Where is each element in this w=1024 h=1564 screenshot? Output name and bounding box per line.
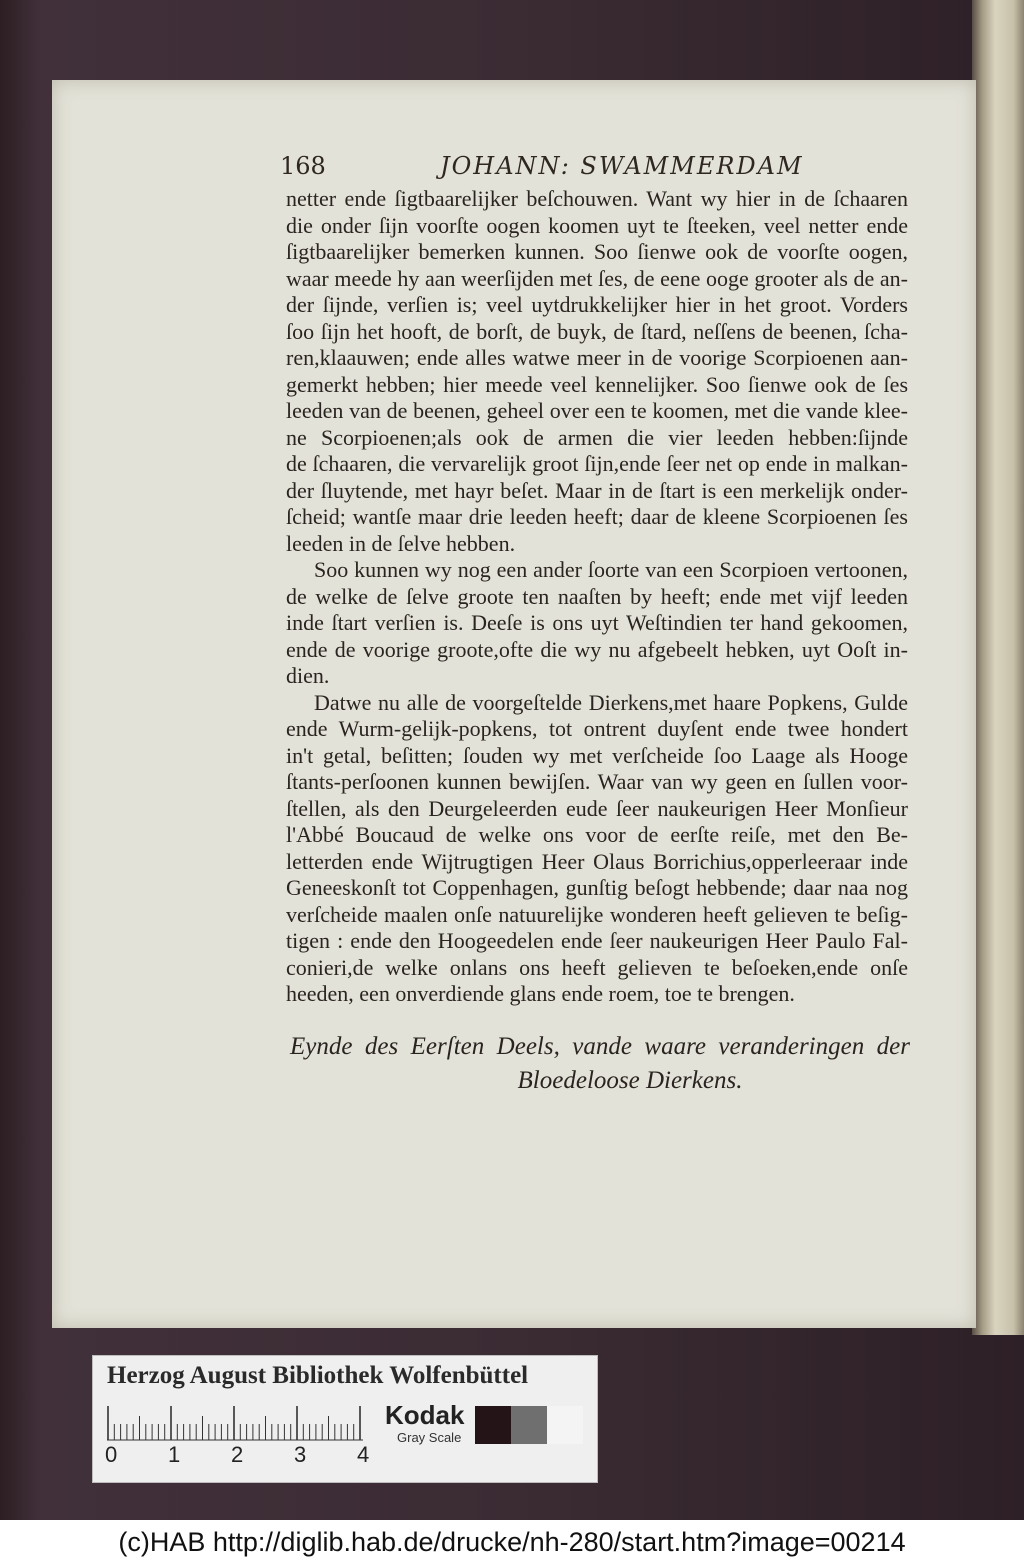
library-color-card: [92, 1355, 598, 1483]
text-line: ſtants-perſoonen kunnen bewijſen. Waar van wy geen en ſullen voor-: [286, 769, 908, 794]
text-line: netter ende ſigtbaarelijker beſchouwen. Want wy hier in de ſchaaren: [286, 186, 908, 211]
text-line: de ſchaaren, die vervarelijk groot ſijn,ende ſeer net op ende in malkan-: [286, 451, 908, 476]
text-line: ende Wurm-gelijk-popkens, tot ontrent duyſent ende twee hondert: [286, 716, 908, 741]
colophon: [290, 1030, 910, 1098]
text-line: ende de voorige groote,ofte die wy nu afgebeelt hebken, uyt Ooſt in-: [286, 636, 908, 662]
body-text: [286, 186, 908, 1008]
text-line: der ſluytende, met hayr beſet. Maar in de ſtart is een merkelijk onder-: [286, 477, 908, 503]
text-line: inde ſtart verſien is. Deeſe is ons uyt Weſtindien ter hand gekoomen,: [286, 610, 908, 635]
ruler-numbers: [105, 1442, 385, 1470]
text-line: ſigtbaarelijker bemerken kunnen. Soo ſienwe ook de voorſte oogen,: [286, 239, 908, 264]
ruler-number: 3: [294, 1442, 307, 1467]
colophon-line: Bloedeloose Dierkens.: [517, 1067, 743, 1094]
gray-patch-light: [547, 1406, 583, 1444]
text-line: ren,klaauwen; ende alles watwe meer in de voorige Scorpioenen aan-: [286, 345, 908, 370]
ruler-number: 0: [105, 1442, 118, 1467]
text-line: verſcheide maalen onſe natuurelijke wonderen heeft gelieven te beſig-: [286, 901, 908, 927]
page-header: [280, 150, 910, 182]
ruler-number: 2: [231, 1442, 244, 1467]
text-line: letterden ende Wijtrugtigen Heer Olaus Borrichius,opperleeraar inde: [286, 848, 908, 874]
adjacent-page-edge: [972, 0, 1024, 1335]
library-name: Herzog August Bibliothek Wolfenbüttel: [107, 1362, 529, 1389]
text-line: in't getal, beſitten; ſouden wy met verſcheide ſoo Laage als Hooge: [286, 742, 908, 768]
text-line: Soo kunnen wy nog een ander ſoorte van een Scorpioen vertoonen,: [314, 557, 908, 582]
text-line: dien.: [286, 663, 330, 688]
ruler-scale: [107, 1406, 365, 1444]
gray-scale-patches: [475, 1406, 583, 1444]
text-line: ſcheid; wantſe maar drie leeden heeft; daar de kleene Scorpioenen ſes: [286, 504, 908, 529]
text-line: waar meede hy aan weerſijden met ſes, de eene ooge grooter als de an-: [286, 265, 908, 291]
text-line: ſoo ſijn het hooft, de borſt, de buyk, de ſtard, neſſens de beenen, ſcha-: [286, 318, 908, 344]
gray-patch-dark: [475, 1406, 511, 1444]
text-line: leeden van de beenen, geheel over een te koomen, met die vande klee-: [286, 398, 908, 423]
ruler-number: 1: [168, 1442, 181, 1467]
ruler-number: 4: [357, 1442, 370, 1467]
text-line: der ſijnde, verſien is; veel uytdrukkelijker hier in het groot. Vorders: [286, 292, 908, 317]
gray-patch-mid: [511, 1406, 547, 1444]
text-line: Datwe nu alle de voorgeſtelde Dierkens,met haare Popkens, Gulde: [314, 689, 908, 715]
gray-scale-label: Gray Scale: [397, 1430, 462, 1445]
text-line: die onder ſijn voorſte oogen koomen uyt te ſteeken, veel netter ende: [286, 212, 908, 238]
text-line: conieri,de welke onlans ons heeft gelieven te beſoeken,ende onſe: [286, 954, 908, 980]
running-head: JOHANN: SWAMMERDAM: [440, 152, 804, 180]
text-line: de welke de ſelve groote ten naaſten by heeft; ende met vijf leeden: [286, 583, 908, 609]
colophon-line: Eynde des Eerſten Deels, vande waare veranderingen der: [290, 1033, 910, 1060]
copyright-footer: (c)HAB http://diglib.hab.de/drucke/nh-280/start.htm?image=00214: [0, 1520, 1024, 1564]
page-number: 168: [280, 152, 326, 180]
text-line: leeden in de ſelve hebben.: [286, 530, 516, 556]
text-line: l'Abbé Boucaud de welke ons voor de eerſte reiſe, met den Be-: [286, 822, 908, 847]
text-line: ne Scorpioenen;als ook de armen die vier leeden hebben:ſijnde: [286, 424, 908, 450]
text-line: Geneeskonſt tot Coppenhagen, gunſtig beſogt hebbende; daar naa nog: [286, 875, 908, 900]
text-line: ſtellen, als den Deurgeleerden eude ſeer naukeurigen Heer Monſieur: [286, 795, 908, 821]
text-line: tigen : ende den Hoogeedelen ende ſeer naukeurigen Heer Paulo Fal-: [286, 928, 908, 953]
kodak-logo: Kodak: [385, 1400, 465, 1430]
text-line: gemerkt hebben; hier meede veel kennelijker. Soo ſienwe ook de ſes: [286, 371, 908, 397]
text-line: heeden, een onverdiende glans ende roem, toe te brengen.: [286, 981, 795, 1006]
